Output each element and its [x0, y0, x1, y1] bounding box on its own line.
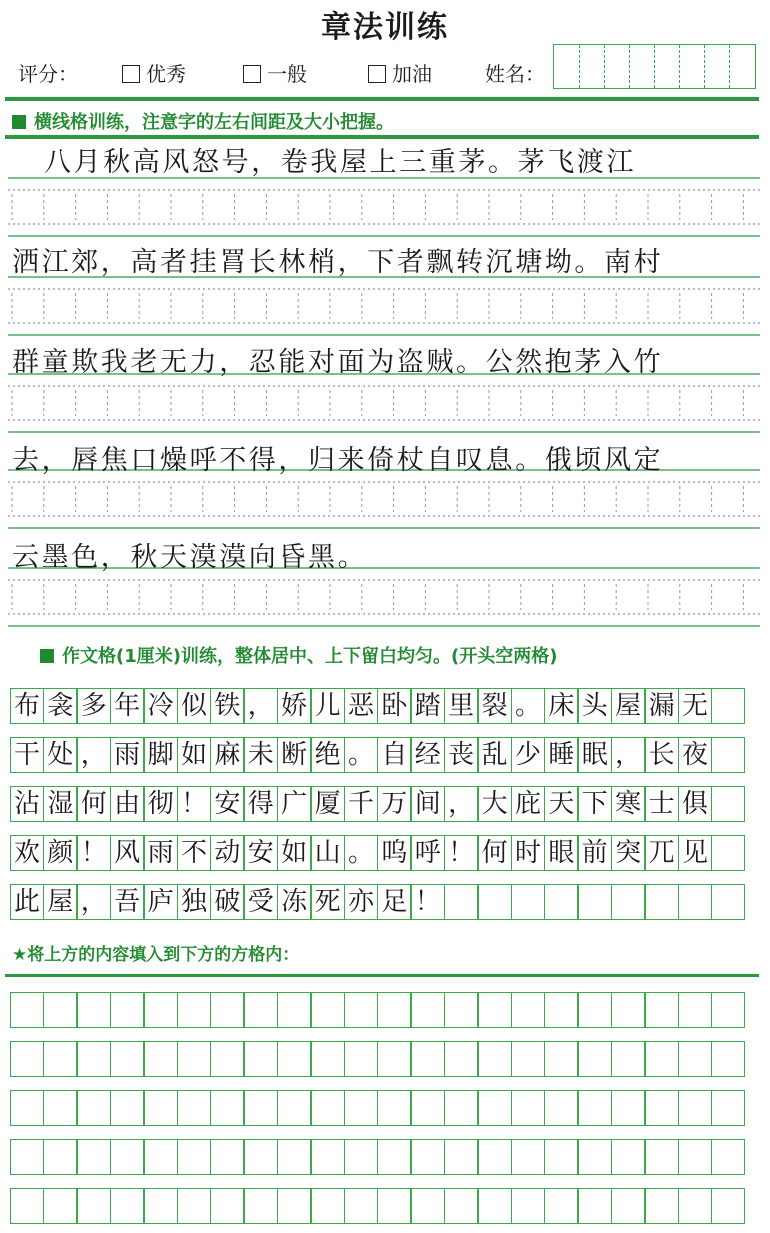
rating-option-average[interactable]: 一般	[243, 58, 307, 87]
empty-grid-cell[interactable]	[444, 1041, 478, 1077]
empty-grid-cell[interactable]	[311, 1139, 345, 1175]
empty-grid-cell[interactable]	[444, 1188, 478, 1224]
empty-grid-cell[interactable]	[645, 1041, 679, 1077]
section1-heading: 横线格训练，注意字的左右间距及大小把握。	[12, 108, 394, 134]
square-bullet-icon	[40, 649, 54, 663]
empty-grid-cell[interactable]	[611, 1139, 645, 1175]
grid-cell: ，	[77, 884, 111, 920]
rating-label: 评分：	[18, 62, 78, 86]
empty-grid-cell[interactable]	[43, 1041, 77, 1077]
empty-grid-cell[interactable]	[645, 1090, 679, 1126]
grid-cell: 万	[377, 786, 411, 822]
empty-grid-cell[interactable]	[377, 1041, 411, 1077]
grid-cell: 多	[77, 688, 111, 724]
empty-grid-cell[interactable]	[210, 1188, 244, 1224]
grid-cell: 颜	[43, 835, 77, 871]
empty-grid-cell[interactable]	[210, 1041, 244, 1077]
grid-cell: 千	[344, 786, 378, 822]
empty-grid-cell[interactable]	[210, 1090, 244, 1126]
grid-cell: 儿	[311, 688, 345, 724]
empty-grid-cell[interactable]	[110, 1188, 144, 1224]
grid-cell: 吾	[110, 884, 144, 920]
grid-cell: 安	[210, 786, 244, 822]
empty-grid-cell[interactable]	[377, 1090, 411, 1126]
practice-line: 去，唇焦口燥呼不得，归来倚杖自叹息。俄顷风定	[12, 445, 664, 476]
empty-grid-cell[interactable]	[678, 1090, 712, 1126]
grid-cell: 下	[578, 786, 612, 822]
empty-grid-cell[interactable]	[478, 1188, 512, 1224]
empty-grid-cell[interactable]	[645, 1139, 679, 1175]
grid-cell	[711, 835, 745, 871]
empty-grid-cell[interactable]	[144, 1090, 178, 1126]
grid-cell: ，	[77, 737, 111, 773]
empty-grid-cell[interactable]	[678, 1041, 712, 1077]
grid-cell: 似	[177, 688, 211, 724]
grid-cell: 屋	[611, 688, 645, 724]
practice-line: 洒江郊，高者挂罥长林梢，下者飘转沉塘坳。南村	[12, 247, 664, 278]
grid-cell: 衾	[43, 688, 77, 724]
empty-grid-cell[interactable]	[478, 1041, 512, 1077]
empty-grid-cell[interactable]	[444, 992, 478, 1028]
empty-grid-cell[interactable]	[511, 1188, 545, 1224]
empty-grid-cell[interactable]	[210, 1139, 244, 1175]
empty-grid-cell[interactable]	[10, 1041, 44, 1077]
grid-cell: 乱	[478, 737, 512, 773]
empty-grid-cell[interactable]	[277, 1139, 311, 1175]
grid-cell: 兀	[645, 835, 679, 871]
grid-cell: 彻	[144, 786, 178, 822]
empty-grid-cell[interactable]	[678, 1188, 712, 1224]
grid-cell: 头	[578, 688, 612, 724]
grid-cell: 自	[377, 737, 411, 773]
grid-cell: 如	[277, 835, 311, 871]
grid-cell: 年	[110, 688, 144, 724]
grid-cell: ！	[177, 786, 211, 822]
grid-cell: 破	[210, 884, 244, 920]
grid-cell: 眠	[578, 737, 612, 773]
grid-cell	[578, 884, 612, 920]
grid-cell: 动	[210, 835, 244, 871]
grid-cell: 山	[311, 835, 345, 871]
empty-grid-cell[interactable]	[344, 1139, 378, 1175]
empty-grid-cell[interactable]	[77, 1090, 111, 1126]
grid-cell: 由	[110, 786, 144, 822]
empty-grid-cell[interactable]	[578, 1041, 612, 1077]
empty-grid-cell[interactable]	[311, 1188, 345, 1224]
grid-cell	[711, 884, 745, 920]
empty-grid-cell[interactable]	[578, 1090, 612, 1126]
grid-cell: 沾	[10, 786, 44, 822]
empty-grid-cell[interactable]	[10, 992, 44, 1028]
grid-cell: ，	[444, 786, 478, 822]
grid-cell: 足	[377, 884, 411, 920]
grid-cell: 冷	[144, 688, 178, 724]
grid-cell	[444, 884, 478, 920]
grid-cell: 恶	[344, 688, 378, 724]
grid-cell: ！	[77, 835, 111, 871]
empty-grid-cell[interactable]	[578, 1188, 612, 1224]
grid-cell: 天	[544, 786, 578, 822]
empty-grid-cell[interactable]	[611, 1188, 645, 1224]
grid-cell: 丧	[444, 737, 478, 773]
grid-cell: 断	[277, 737, 311, 773]
empty-grid-cell[interactable]	[711, 1041, 745, 1077]
grid-cell: 雨	[144, 835, 178, 871]
grid-cell: 绝	[311, 737, 345, 773]
grid-cell: 床	[544, 688, 578, 724]
empty-grid-cell[interactable]	[444, 1139, 478, 1175]
grid-cell	[711, 688, 745, 724]
grid-cell	[478, 884, 512, 920]
grid-cell: 间	[411, 786, 445, 822]
grid-cell: 庇	[511, 786, 545, 822]
empty-grid-cell[interactable]	[611, 1041, 645, 1077]
empty-grid-cell[interactable]	[144, 1139, 178, 1175]
grid-cell: 睡	[544, 737, 578, 773]
grid-cell	[711, 737, 745, 773]
empty-grid-cell[interactable]	[711, 1090, 745, 1126]
grid-cell: 庐	[144, 884, 178, 920]
empty-grid-cell[interactable]	[110, 1041, 144, 1077]
grid-cell: ！	[444, 835, 478, 871]
grid-cell: 处	[43, 737, 77, 773]
empty-grid-cell[interactable]	[411, 1090, 445, 1126]
empty-grid-cell[interactable]	[377, 992, 411, 1028]
empty-grid-cell[interactable]	[678, 992, 712, 1028]
grid-cell: 俱	[678, 786, 712, 822]
grid-cell	[544, 884, 578, 920]
grid-cell: 冻	[277, 884, 311, 920]
grid-cell: 踏	[411, 688, 445, 724]
empty-grid-cell[interactable]	[511, 1139, 545, 1175]
empty-grid-cell[interactable]	[144, 1188, 178, 1224]
grid-cell	[678, 884, 712, 920]
empty-grid-cell[interactable]	[177, 992, 211, 1028]
empty-grid-cell[interactable]	[611, 1090, 645, 1126]
grid-cell: 广	[277, 786, 311, 822]
empty-grid-cell[interactable]	[244, 1139, 278, 1175]
empty-grid-cell[interactable]	[377, 1188, 411, 1224]
empty-grid-cell[interactable]	[277, 1090, 311, 1126]
empty-grid-cell[interactable]	[177, 1090, 211, 1126]
grid-cell: ！	[411, 884, 445, 920]
empty-grid-cell[interactable]	[411, 992, 445, 1028]
practice-line: 云墨色，秋天漠漠向昏黑。	[12, 542, 368, 573]
empty-grid-cell[interactable]	[77, 1041, 111, 1077]
grid-cell: 屋	[43, 884, 77, 920]
empty-grid-cell[interactable]	[711, 992, 745, 1028]
grid-cell: 麻	[210, 737, 244, 773]
empty-grid-cell[interactable]	[645, 1188, 679, 1224]
practice-line: 八月秋高风怒号，卷我屋上三重茅。茅飞渡江	[44, 147, 636, 178]
empty-grid-cell[interactable]	[144, 992, 178, 1028]
empty-grid-cell[interactable]	[344, 1090, 378, 1126]
empty-grid-cell[interactable]	[10, 1188, 44, 1224]
grid-cell: 见	[678, 835, 712, 871]
grid-cell	[645, 884, 679, 920]
grid-cell: 眼	[544, 835, 578, 871]
grid-cell: 不	[177, 835, 211, 871]
empty-grid-cell[interactable]	[511, 992, 545, 1028]
empty-grid-cell[interactable]	[711, 1188, 745, 1224]
empty-grid-cell[interactable]	[43, 1090, 77, 1126]
grid-cell: 受	[244, 884, 278, 920]
empty-grid-cell[interactable]	[244, 992, 278, 1028]
empty-grid-cell[interactable]	[611, 992, 645, 1028]
grid-cell: 何	[478, 835, 512, 871]
empty-grid-cell[interactable]	[311, 1041, 345, 1077]
grid-cell	[711, 786, 745, 822]
empty-grid-cell[interactable]	[244, 1041, 278, 1077]
name-label: 姓名：	[485, 62, 545, 86]
empty-grid-cell[interactable]	[544, 992, 578, 1028]
empty-grid-cell[interactable]	[77, 1188, 111, 1224]
empty-grid-cell[interactable]	[244, 1090, 278, 1126]
empty-grid-cell[interactable]	[411, 1139, 445, 1175]
empty-grid-cell[interactable]	[344, 992, 378, 1028]
empty-grid-cell[interactable]	[645, 992, 679, 1028]
grid-cell	[611, 884, 645, 920]
grid-cell: 独	[177, 884, 211, 920]
page-title: 章法训练	[321, 10, 449, 45]
empty-grid-cell[interactable]	[344, 1188, 378, 1224]
grid-cell: 何	[77, 786, 111, 822]
grid-cell: 无	[678, 688, 712, 724]
empty-grid-cell[interactable]	[144, 1041, 178, 1077]
empty-grid-cell[interactable]	[511, 1090, 545, 1126]
empty-grid-cell[interactable]	[10, 1090, 44, 1126]
empty-grid-cell[interactable]	[110, 1139, 144, 1175]
grid-cell: 安	[244, 835, 278, 871]
empty-grid-cell[interactable]	[10, 1139, 44, 1175]
empty-grid-cell[interactable]	[177, 1041, 211, 1077]
grid-cell: 布	[10, 688, 44, 724]
grid-cell: 。	[511, 688, 545, 724]
grid-cell: 士	[645, 786, 679, 822]
grid-cell: 脚	[144, 737, 178, 773]
grid-cell: ，	[611, 737, 645, 773]
empty-grid-cell[interactable]	[43, 1139, 77, 1175]
grid-cell: 此	[10, 884, 44, 920]
empty-grid-cell[interactable]	[110, 992, 144, 1028]
grid-cell: 铁	[210, 688, 244, 724]
grid-cell: 大	[478, 786, 512, 822]
empty-grid-cell[interactable]	[478, 1090, 512, 1126]
empty-grid-cell[interactable]	[177, 1188, 211, 1224]
rating-option-excellent[interactable]: 优秀	[122, 58, 186, 87]
empty-grid-cell[interactable]	[110, 1090, 144, 1126]
grid-cell: ，	[244, 688, 278, 724]
grid-cell: 。	[344, 737, 378, 773]
grid-cell: 。	[344, 835, 378, 871]
empty-grid-cell[interactable]	[711, 1139, 745, 1175]
empty-grid-cell[interactable]	[411, 1041, 445, 1077]
grid-cell: 亦	[344, 884, 378, 920]
empty-grid-cell[interactable]	[578, 1139, 612, 1175]
grid-cell: 裂	[478, 688, 512, 724]
empty-grid-cell[interactable]	[578, 992, 612, 1028]
grid-cell: 漏	[645, 688, 679, 724]
grid-cell: 如	[177, 737, 211, 773]
empty-grid-cell[interactable]	[544, 1188, 578, 1224]
grid-cell: 厦	[311, 786, 345, 822]
empty-grid-cell[interactable]	[478, 1139, 512, 1175]
grid-cell: 雨	[110, 737, 144, 773]
grid-cell: 未	[244, 737, 278, 773]
empty-grid-cell[interactable]	[210, 992, 244, 1028]
empty-grid-cell[interactable]	[344, 1041, 378, 1077]
empty-grid-cell[interactable]	[544, 1041, 578, 1077]
grid-cell: 欢	[10, 835, 44, 871]
empty-grid-cell[interactable]	[511, 1041, 545, 1077]
empty-grid-cell[interactable]	[77, 1139, 111, 1175]
empty-grid-cell[interactable]	[444, 1090, 478, 1126]
grid-cell: 呼	[411, 835, 445, 871]
grid-cell: 长	[645, 737, 679, 773]
grid-cell: 娇	[277, 688, 311, 724]
empty-grid-cell[interactable]	[43, 1188, 77, 1224]
empty-grid-cell[interactable]	[43, 992, 77, 1028]
grid-cell: 寒	[611, 786, 645, 822]
grid-cell: 少	[511, 737, 545, 773]
empty-grid-cell[interactable]	[411, 1188, 445, 1224]
section2-heading: 作文格(1厘米)训练，整体居中、上下留白均匀。(开头空两格)	[40, 642, 557, 668]
divider	[5, 974, 759, 977]
grid-cell: 湿	[43, 786, 77, 822]
grid-cell: 风	[110, 835, 144, 871]
grid-cell: 前	[578, 835, 612, 871]
empty-grid-cell[interactable]	[311, 1090, 345, 1126]
rating-option-keep-trying[interactable]: 加油	[368, 58, 432, 87]
empty-grid-cell[interactable]	[478, 992, 512, 1028]
grid-cell: 干	[10, 737, 44, 773]
empty-grid-cell[interactable]	[277, 1041, 311, 1077]
grid-cell: 卧	[377, 688, 411, 724]
grid-cell: 死	[311, 884, 345, 920]
empty-grid-cell[interactable]	[77, 992, 111, 1028]
grid-cell: 突	[611, 835, 645, 871]
grid-cell: 夜	[678, 737, 712, 773]
empty-grid-cell[interactable]	[177, 1139, 211, 1175]
grid-cell: 呜	[377, 835, 411, 871]
empty-grid-cell[interactable]	[277, 992, 311, 1028]
grid-cell	[511, 884, 545, 920]
grid-cell: 得	[244, 786, 278, 822]
empty-grid-cell[interactable]	[544, 1090, 578, 1126]
section3-note: ★将上方的内容填入到下方的方格内：	[12, 945, 300, 965]
grid-cell: 里	[444, 688, 478, 724]
empty-grid-cell[interactable]	[244, 1188, 278, 1224]
empty-grid-cell[interactable]	[678, 1139, 712, 1175]
empty-grid-cell[interactable]	[311, 992, 345, 1028]
empty-grid-cell[interactable]	[377, 1139, 411, 1175]
practice-line: 群童欺我老无力，忍能对面为盗贼。公然抱茅入竹	[12, 347, 664, 378]
grid-cell: 时	[511, 835, 545, 871]
grid-cell: 经	[411, 737, 445, 773]
empty-grid-cell[interactable]	[277, 1188, 311, 1224]
empty-grid-cell[interactable]	[544, 1139, 578, 1175]
